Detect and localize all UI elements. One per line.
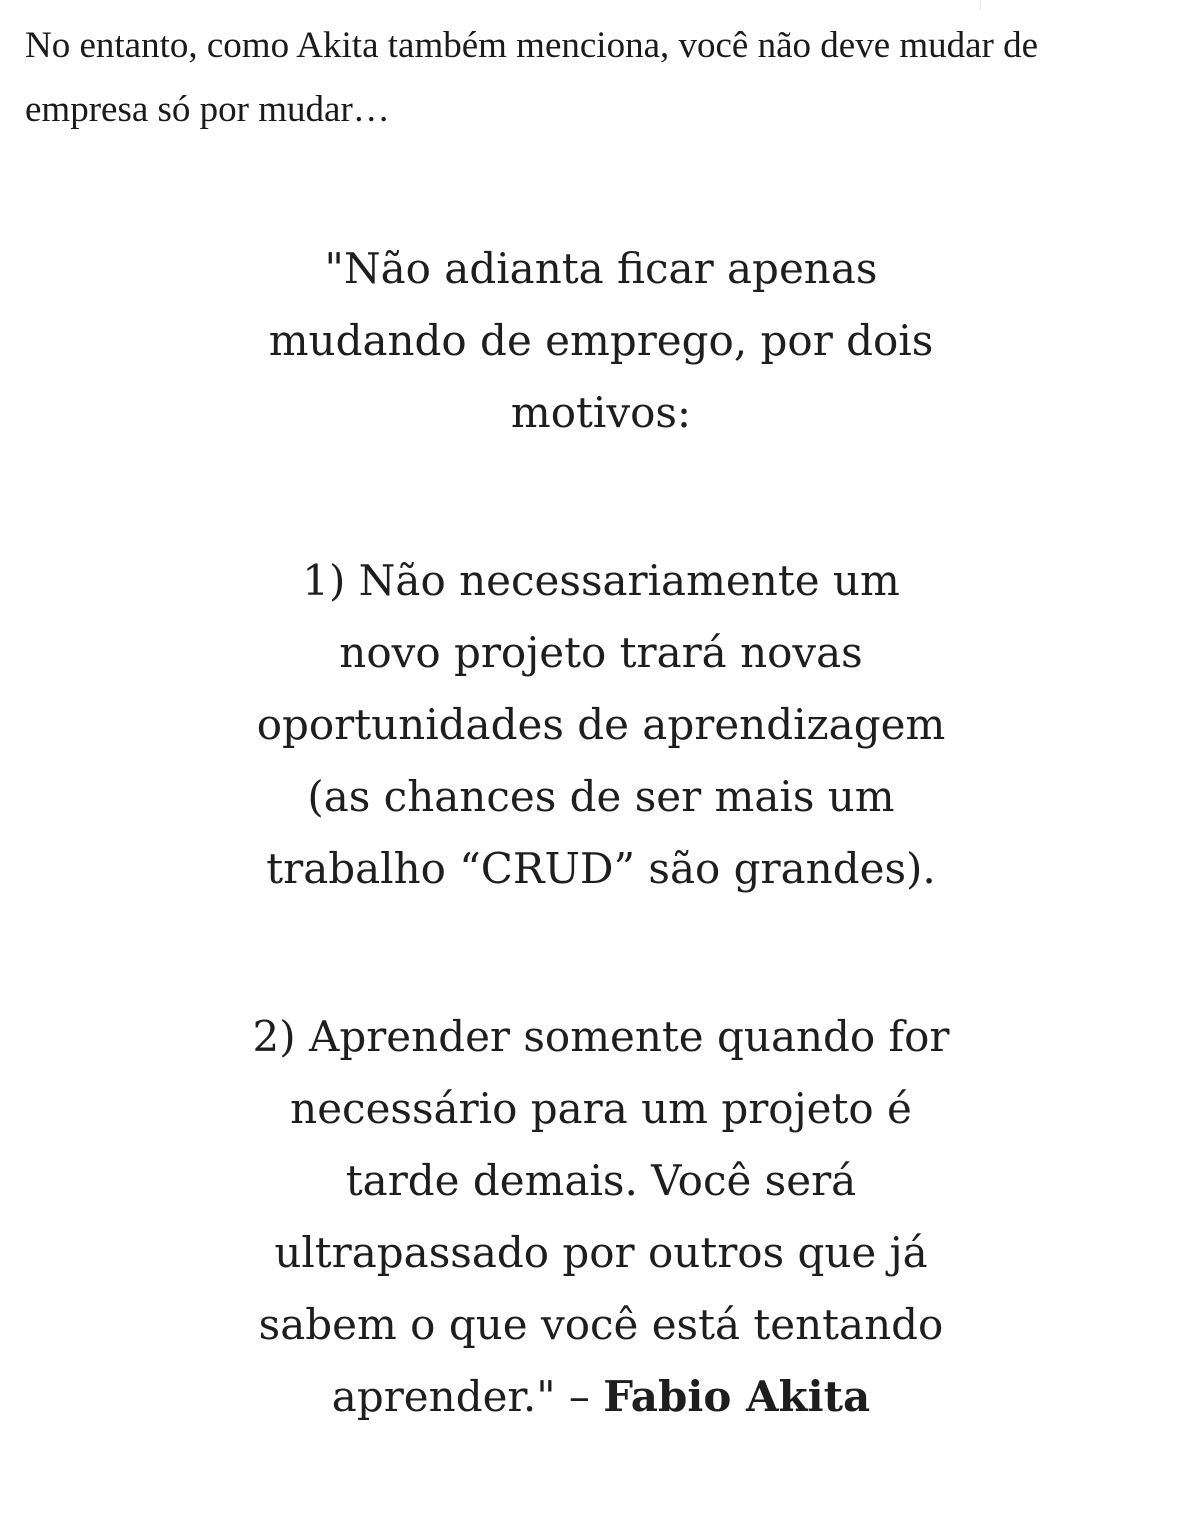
quote-spacer [250, 905, 952, 1001]
quote-spacer [250, 449, 952, 545]
quote-opening: "Não adianta ficar apenas mudando de emprego, por dois motivos: [268, 244, 934, 437]
quote-point-1: 1) Não necessariamente um novo projeto trará novas oportunidades de aprendizagem (as chances de ser mais um trabalho “CRUD” são grandes). [256, 556, 946, 893]
quote-separator: – [555, 1372, 604, 1421]
top-divider [980, 0, 981, 10]
intro-paragraph: No entanto, como Akita também menciona, você não deve mudar de empresa só por mudar… [25, 25, 1039, 130]
quote-author: Fabio Akita [603, 1372, 871, 1421]
quote-point-2-wrapper [250, 1001, 952, 1433]
quote-point-2: 2) Aprender somente quando for necessário para um projeto é tarde demais. Você será ultrapassado por outros que já sabem o que você está tentando aprender." [252, 1012, 950, 1421]
pull-quote [250, 233, 952, 1433]
